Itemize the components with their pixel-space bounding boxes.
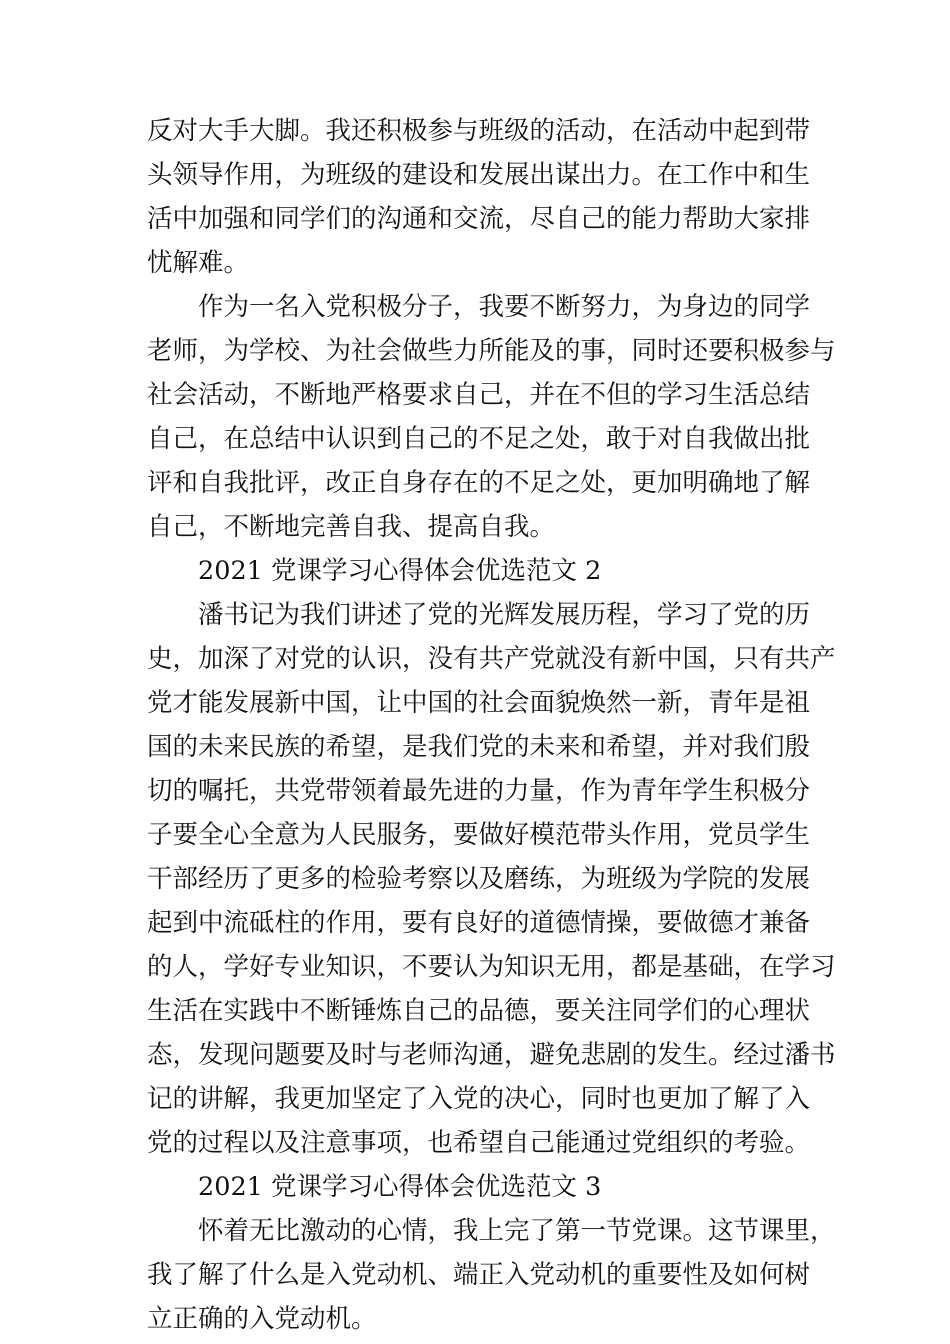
paragraph-first-line: 作为一名入党积极分子，我要不断努力，为身边的同学 bbox=[198, 292, 811, 322]
text-line: 我了解了什么是入党动机、端正入党动机的重要性及如何树 bbox=[147, 1260, 811, 1290]
paragraph-first-line: 潘书记为我们讲述了党的光辉发展历程，学习了党的历 bbox=[198, 600, 811, 630]
text-line: 评和自我批评，改正自身存在的不足之处，更加明确地了解 bbox=[147, 468, 811, 498]
text-line: 起到中流砥柱的作用，要有良好的道德情操，要做德才兼备 bbox=[147, 908, 811, 938]
text-line: 活中加强和同学们的沟通和交流，尽自己的能力帮助大家排 bbox=[147, 204, 811, 234]
text-line: 切的嘱托，共党带领着最先进的力量，作为青年学生积极分 bbox=[147, 776, 811, 806]
text-line: 国的未来民族的希望，是我们党的未来和希望，并对我们殷 bbox=[147, 732, 811, 762]
text-line: 忧解难。 bbox=[147, 248, 250, 278]
text-line: 党的过程以及注意事项，也希望自己能通过党组织的考验。 bbox=[147, 1128, 811, 1158]
paragraph-first-line: 怀着无比激动的心情，我上完了第一节党课。这节课里， bbox=[198, 1216, 836, 1246]
text-line: 头领导作用，为班级的建设和发展出谋出力。在工作中和生 bbox=[147, 160, 811, 190]
text-line: 记的讲解，我更加坚定了入党的决心，同时也更加了解了入 bbox=[147, 1084, 811, 1114]
text-line: 子要全心全意为人民服务，要做好模范带头作用，党员学生 bbox=[147, 820, 811, 850]
text-line: 生活在实践中不断锤炼自己的品德，要关注同学们的心理状 bbox=[147, 996, 811, 1026]
text-line: 干部经历了更多的检验考察以及磨练，为班级为学院的发展 bbox=[147, 864, 811, 894]
text-line: 立正确的入党动机。 bbox=[147, 1304, 377, 1334]
text-line: 党才能发展新中国，让中国的社会面貌焕然一新，青年是祖 bbox=[147, 688, 811, 718]
text-line: 史，加深了对党的认识，没有共产党就没有新中国，只有共产 bbox=[147, 644, 836, 674]
text-line: 自己，不断地完善自我、提高自我。 bbox=[147, 512, 556, 542]
text-line: 社会活动，不断地严格要求自己，并在不但的学习生活总结 bbox=[147, 380, 811, 410]
section-heading-2: 2021 党课学习心得体会优选范文 2 bbox=[198, 556, 602, 586]
text-line: 态，发现问题要及时与老师沟通，避免悲剧的发生。经过潘书 bbox=[147, 1040, 836, 1070]
text-line: 的人，学好专业知识，不要认为知识无用，都是基础，在学习 bbox=[147, 952, 836, 982]
section-heading-3: 2021 党课学习心得体会优选范文 3 bbox=[198, 1172, 602, 1202]
text-line: 自己，在总结中认识到自己的不足之处，敢于对自我做出批 bbox=[147, 424, 811, 454]
text-line: 老师，为学校、为社会做些力所能及的事，同时还要积极参与 bbox=[147, 336, 836, 366]
text-line: 反对大手大脚。我还积极参与班级的活动，在活动中起到带 bbox=[147, 116, 811, 146]
